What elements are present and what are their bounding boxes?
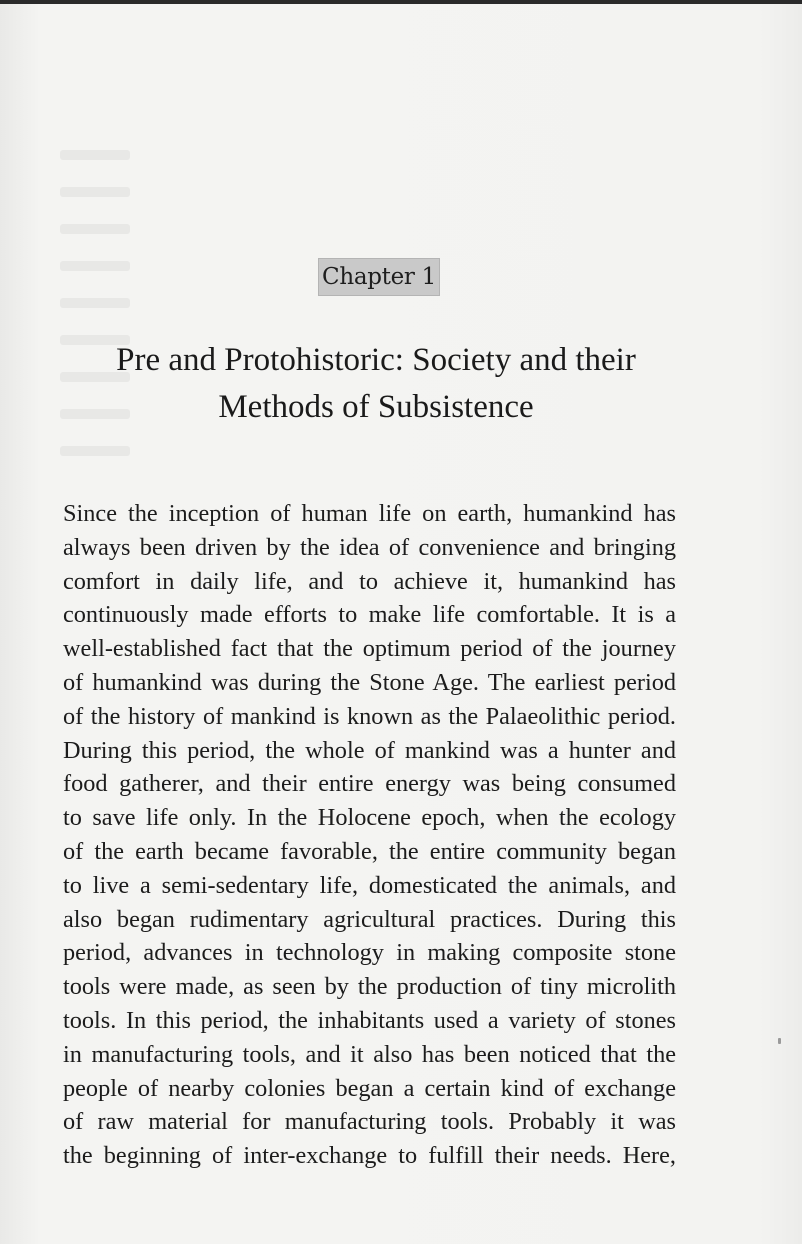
- chapter-title-line-2: Methods of Subsistence: [218, 389, 534, 425]
- chapter-title: [70, 337, 682, 431]
- body-line: of the history of mankind is known as the Palaeolithic period.: [63, 702, 676, 730]
- body-line: of humankind was during the Stone Age. The earliest period: [63, 668, 676, 696]
- page-top-edge: [0, 0, 802, 4]
- body-line: to live a semi-sedentary life, domesticated the animals, and: [63, 871, 676, 899]
- body-line: of the earth became favorable, the entire community began: [63, 837, 676, 865]
- body-line: tools. In this period, the inhabitants used a variety of stones: [63, 1006, 676, 1034]
- show-through-text: [60, 150, 130, 490]
- chapter-label: Chapter 1: [318, 258, 440, 296]
- body-line: food gatherer, and their entire energy was being consumed: [63, 770, 676, 798]
- body-line: tools were made, as seen by the production of tiny microlith: [63, 973, 676, 1001]
- body-line: also began rudimentary agricultural practices. During this: [63, 905, 676, 933]
- chapter-title-line-1: Pre and Protohistoric: Society and their: [116, 342, 636, 378]
- body-line: continuously made efforts to make life comfortable. It is a: [63, 601, 676, 629]
- body-line: period, advances in technology in making composite stone: [63, 939, 676, 967]
- body-line: in manufacturing tools, and it also has been noticed that the: [63, 1040, 676, 1068]
- body-line: always been driven by the idea of convenience and bringing: [63, 533, 676, 561]
- body-line: the beginning of inter-exchange to fulfill their needs. Here,: [63, 1142, 676, 1170]
- body-line: to save life only. In the Holocene epoch, when the ecology: [63, 804, 676, 832]
- body-paragraph: [63, 497, 676, 1173]
- body-line: Since the inception of human life on earth, humankind has: [63, 500, 676, 527]
- body-line: During this period, the whole of mankind was a hunter and: [63, 736, 676, 764]
- body-line: people of nearby colonies began a certain kind of exchange: [63, 1074, 676, 1102]
- body-line: of raw material for manufacturing tools. Probably it was: [63, 1108, 676, 1136]
- scan-speck: [778, 1038, 781, 1044]
- body-line: well-established fact that the optimum period of the journey: [63, 635, 676, 663]
- body-line: comfort in daily life, and to achieve it, humankind has: [63, 567, 676, 595]
